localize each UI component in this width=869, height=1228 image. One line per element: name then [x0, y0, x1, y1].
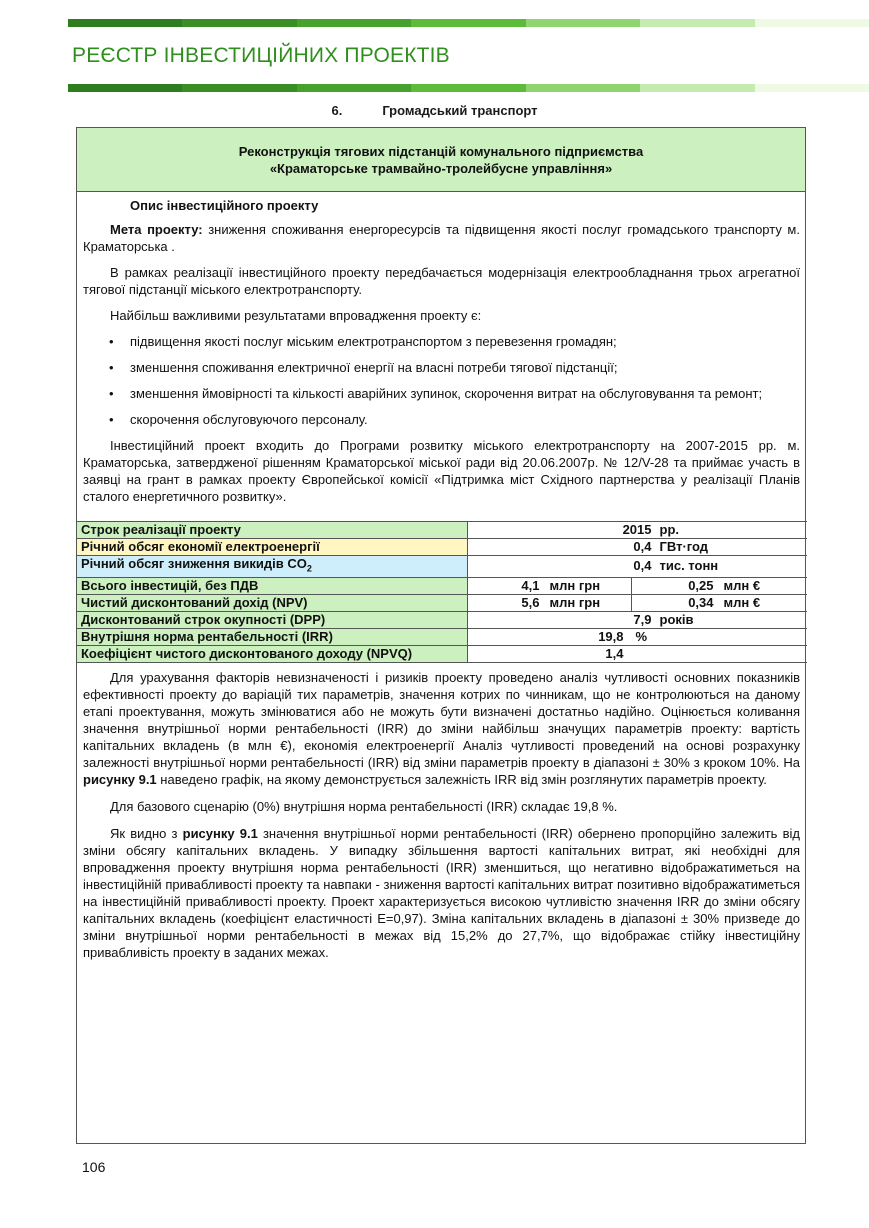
- goal-text: зниження споживання енергоресурсів та підвищення якості послуг громадського транспорту м. Краматорська .: [83, 222, 800, 254]
- dpp-label: Дисконтований строк окупності (DPP): [77, 611, 467, 628]
- list-item: [83, 385, 800, 402]
- list-item-text: зменшення ймовірності та кількості аварійних зупинок, скорочення витрат на обслуговування та ремонт;: [130, 386, 763, 401]
- invest-uah-value: 4,1: [521, 577, 540, 593]
- table-row: [77, 556, 807, 578]
- project-description: [77, 192, 805, 505]
- table-row: [77, 577, 807, 594]
- co2-cell: [467, 556, 807, 578]
- project-title-line-1: Реконструкція тягових підстанцій комунального підприємства: [238, 143, 644, 159]
- co2-value: 0,4: [633, 558, 652, 574]
- bullet-icon: •: [109, 334, 114, 349]
- invest-eur-value: 0,25: [688, 577, 714, 593]
- figure-reference: рисунку 9.1: [182, 825, 258, 841]
- table-row: [77, 522, 807, 539]
- invest-eur-unit: млн €: [723, 577, 761, 593]
- co2-label: [77, 556, 467, 578]
- project-title-line-2: «Краматорське трамвайно-тролейбусне управління»: [269, 160, 613, 176]
- irr-value: 19,8: [598, 628, 624, 644]
- invest-uah-cell: [467, 577, 631, 594]
- figure-reference: рисунку 9.1: [83, 771, 157, 787]
- npv-uah-cell: [467, 594, 631, 611]
- list-item-text: підвищення якості послуг міським електротранспортом з перевезення громадян;: [130, 334, 617, 349]
- analysis-paragraph-3: [83, 825, 800, 961]
- list-item: [83, 359, 800, 376]
- dpp-value: 7,9: [633, 611, 652, 627]
- analysis-text: Як видно з: [110, 825, 183, 841]
- npv-eur-value: 0,34: [688, 594, 714, 610]
- analysis-paragraph-2: Для базового сценарію (0%) внутрішня норма рентабельності (IRR) складає 19,8 %.: [110, 798, 618, 814]
- list-item: [83, 411, 800, 428]
- invest-uah-unit: млн грн: [549, 577, 601, 593]
- analysis-text: значення внутрішньої норми рентабельності (IRR) обернено пропорційно залежить від зміни обсягу капітальних вкладень. У випадку збільшення вартості капітальних витрат, які необхідні для впровадження проекту внутрішня норма рентабельності (IRR) зменшиться, що негативно відображатиметься на інвестиційній привабливості проекту та навпаки - зниження вартості капітальних витрат позитивно відображатиметься на інвестиційній привабливості проекту. Проект характеризується високою чутливістю значення IRR до зміни обсягу капітальних вкладень (коефіцієнт еластичності E=0,97). Зміна капітальних вкладень в діапазоні ± 30% призведе до зміни внутрішньої норми рентабельності в межах від 15,2% до 27,7%, що відображає стійку інвестиційну привабливість проекту в заданих межах.: [83, 825, 800, 960]
- section-title: Громадський транспорт: [382, 103, 538, 118]
- bullet-icon: •: [109, 360, 114, 375]
- npv-eur-unit: млн €: [723, 594, 761, 610]
- npv-eur-cell: [631, 594, 807, 611]
- description-paragraph-1: В рамках реалізації інвестиційного проекту передбачається модернізація електрообладнання трьох агрегатної тягової підстанції міського електротранспорту.: [83, 265, 800, 297]
- invest-label: Всього інвестицій, без ПДВ: [77, 577, 467, 594]
- bullet-icon: •: [109, 412, 114, 427]
- description-paragraph-3: Інвестиційний проект входить до Програми розвитку міського електротранспорту на 2007-2015 рр. м. Краматорська, затвердженої рішенням Краматорської міської ради від 20.06.2007р. № 12/V-28 та приймає участь в заявці на грант в рамках проекту Європейської комісії «Підтримка міст Східного партнерства у реалізації Планів сталого енергетичного розвитку».: [83, 438, 800, 504]
- energy-value: 0,4: [633, 539, 652, 554]
- dpp-cell: [467, 611, 807, 628]
- table-row: [77, 628, 807, 645]
- list-item: [83, 333, 800, 350]
- irr-label: Внутрішня норма рентабельності (IRR): [77, 628, 467, 645]
- analysis-paragraph-1: [83, 669, 800, 788]
- npv-uah-unit: млн грн: [549, 594, 601, 610]
- npvq-cell: [467, 645, 807, 662]
- project-frame: [76, 127, 806, 1144]
- analysis-text: Для урахування факторів невизначеності і ризиків проекту проведено аналіз чутливості основних показників ефективності проекту до варіацій тих параметрів, значення котрих по чинникам, що не контролюються на даному етапі проектування, можуть змінюватися або не можуть бути визначені достатньо надійно. Оцінюється коливання значення внутрішньої норми рентабельності (IRR) до зміни найбільш значущих параметрів проекту: вартість капітальних вкладень (в млн €), економія електроенергії Аналіз чутливості проведений на основі розрахунку залежності внутрішньої норми рентабельності (IRR) від зміни параметрів проекту в діапазоні ± 30% з кроком 10%. На: [83, 669, 800, 770]
- sensitivity-analysis: [77, 663, 805, 961]
- section-number: 6.: [331, 103, 343, 118]
- term-cell: [467, 522, 807, 539]
- description-heading: Опис інвестиційного проекту: [130, 198, 319, 213]
- npv-uah-value: 5,6: [521, 594, 540, 610]
- dpp-unit: років: [659, 611, 694, 627]
- energy-label: Річний обсяг економії електроенергії: [77, 539, 467, 556]
- invest-eur-cell: [631, 577, 807, 594]
- page-number: 106: [82, 1159, 106, 1175]
- co2-label-text: Річний обсяг зниження викидів CO: [81, 556, 307, 571]
- document-title: РЕЄСТР ІНВЕСТИЦІЙНИХ ПРОЕКТІВ: [72, 44, 450, 67]
- header-bottom-stripe: [68, 84, 869, 92]
- project-title-block: [77, 128, 805, 192]
- term-value: 2015: [622, 522, 652, 537]
- analysis-text: наведено графік, на якому демонструється залежність IRR від змін розглянутих параметрів проекту.: [156, 771, 767, 787]
- irr-unit: %: [635, 628, 648, 644]
- list-item-text: зменшення споживання електричної енергії на власні потреби тягової підстанції;: [130, 360, 618, 375]
- table-row: [77, 539, 807, 556]
- npvq-value: 1,4: [605, 645, 624, 661]
- results-list: [83, 333, 800, 428]
- section-heading: [0, 103, 869, 118]
- project-goal: [83, 221, 800, 255]
- co2-label-subscript: 2: [306, 563, 312, 574]
- goal-label: Мета проекту:: [110, 222, 203, 237]
- co2-unit: тис. тонн: [659, 558, 719, 574]
- npvq-label: Коефіцієнт чистого дисконтованого доходу (NPVQ): [77, 645, 467, 662]
- table-row: [77, 645, 807, 662]
- description-paragraph-2: Найбільш важливими результатами впровадження проекту є:: [110, 308, 482, 323]
- table-row: [77, 611, 807, 628]
- npv-label: Чистий дисконтований дохід (NPV): [77, 594, 467, 611]
- kpi-table: [77, 521, 807, 663]
- bullet-icon: •: [109, 386, 114, 401]
- table-row: [77, 594, 807, 611]
- energy-unit: ГВт·год: [659, 539, 709, 554]
- term-unit: рр.: [659, 522, 679, 537]
- term-label: Строк реалізації проекту: [77, 522, 467, 539]
- header-top-stripe: [68, 19, 869, 27]
- energy-cell: [467, 539, 807, 556]
- irr-cell: [467, 628, 807, 645]
- list-item-text: скорочення обслуговуючого персоналу.: [130, 412, 368, 427]
